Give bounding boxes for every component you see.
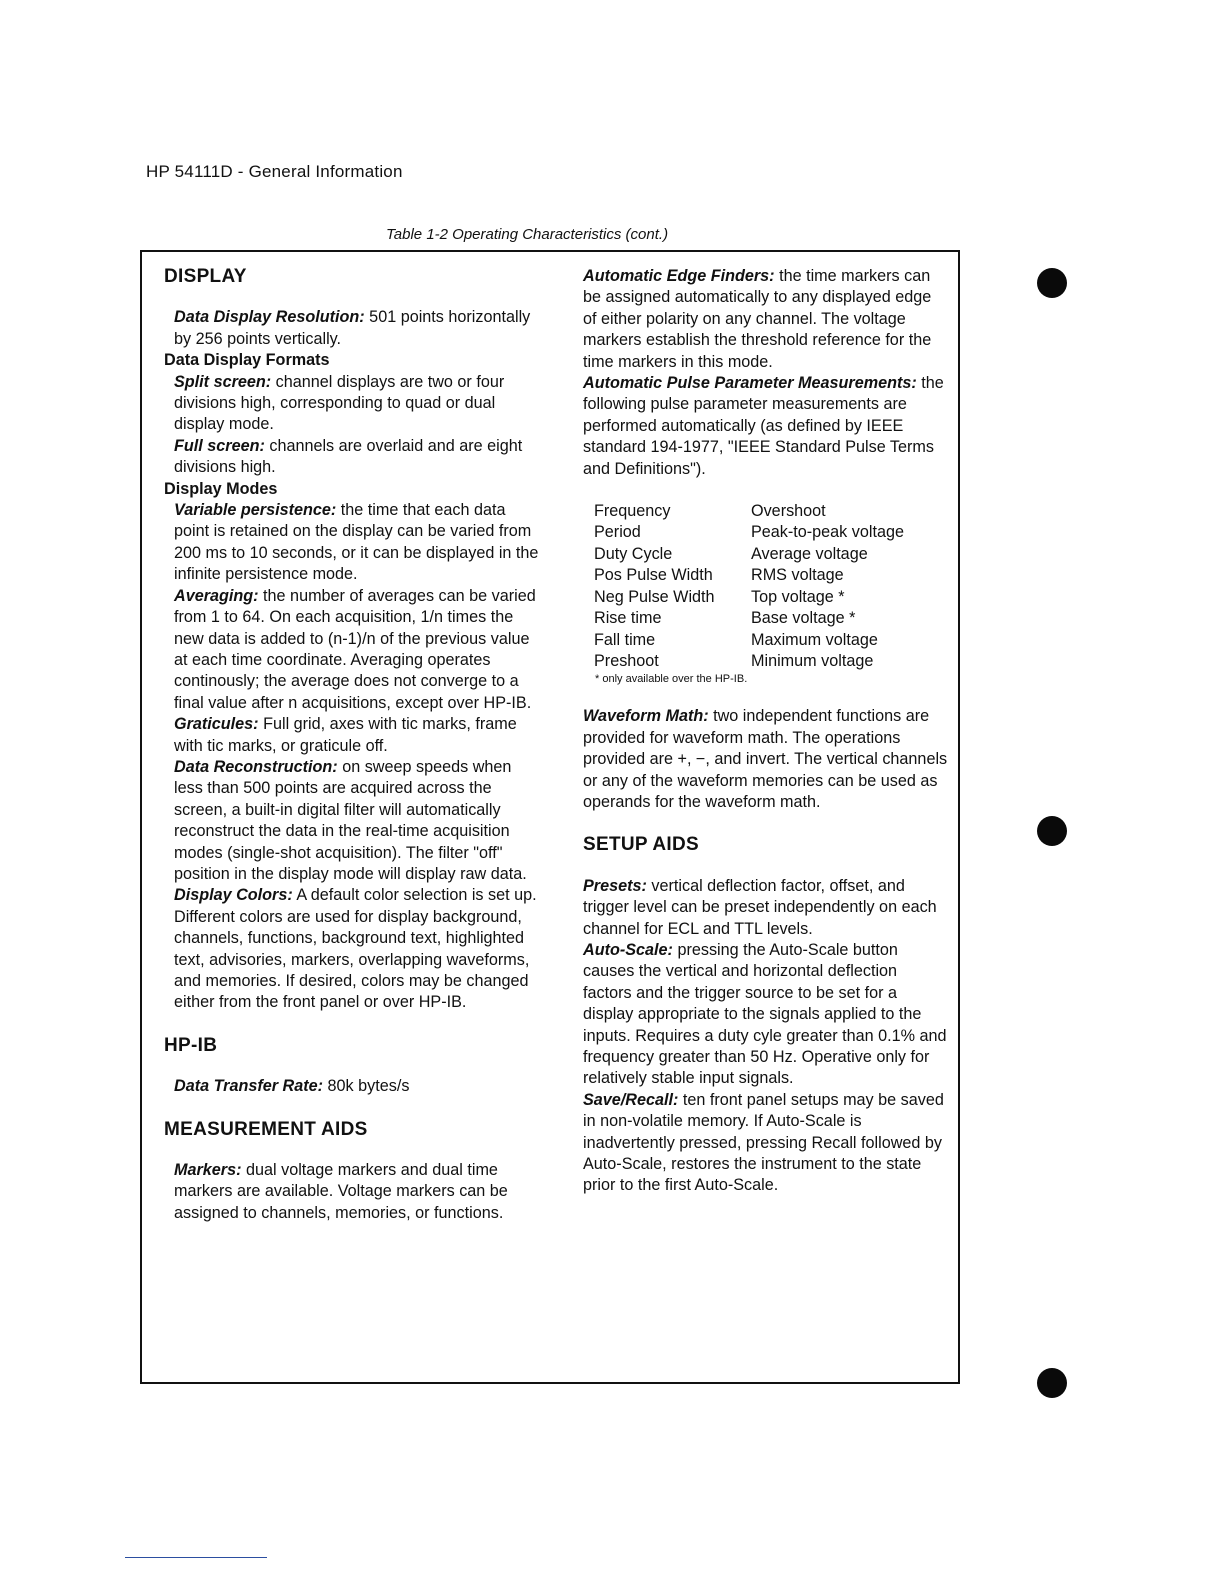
binder-hole-mark — [1037, 268, 1067, 298]
hpib-heading: HP-IB — [164, 1034, 218, 1056]
left-column — [164, 266, 544, 1224]
measurement-item: Period — [594, 523, 641, 542]
term-label: Averaging: — [174, 586, 259, 605]
measurement-item: Frequency — [594, 502, 671, 521]
display-colors: Display Colors: A default color selection is set up. Different colors are used for display background, channels, functions, background text, highlighted text, advisories, markers, overlapping waveforms, and memories. If desired, colors may be changed either from the front panel or over HP-IB. — [174, 886, 537, 1012]
markers: Markers: dual voltage markers and dual time markers are available. Voltage markers can be assigned to channels, memories, or functions. — [174, 1161, 508, 1222]
modes-subheading: Display Modes — [164, 479, 278, 498]
term-label: Save/Recall: — [583, 1090, 679, 1109]
term-label: Waveform Math: — [583, 707, 709, 726]
variable-persistence: Variable persistence: the time that each data point is retained on the display can be varied from 200 ms to 10 seconds, or it can be displayed in the infinite persistence mode. — [174, 501, 539, 584]
term-label: Auto-Scale: — [583, 940, 673, 959]
graticules: Graticules: Full grid, axes with tic marks, frame with tic marks, or graticule off. — [174, 715, 517, 755]
full-screen: Full screen: channels are overlaid and are eight divisions high. — [174, 436, 523, 477]
measurement-item: Peak-to-peak voltage — [751, 523, 904, 542]
bottom-rule — [125, 1557, 267, 1558]
table-caption: Table 1-2 Operating Characteristics (cont.) — [386, 226, 669, 243]
term-label: Variable persistence: — [174, 501, 337, 520]
measurement-item: Duty Cycle — [594, 544, 673, 563]
measurement-item: Neg Pulse Width — [594, 587, 715, 606]
binder-hole-mark — [1037, 816, 1067, 846]
right-column — [583, 266, 948, 1197]
term-label: Presets: — [583, 876, 647, 895]
measurement-item: Average voltage — [751, 544, 868, 563]
measurement-item: Fall time — [594, 630, 656, 649]
automatic-pulse-parameters: Automatic Pulse Parameter Measurements: the following pulse parameter measurements are performed automatically (as defined by IEEE standard 194-1977, "IEEE Standard Pulse Terms and Definitions"). — [583, 374, 944, 478]
term-label: Split screen: — [174, 372, 272, 391]
automatic-edge-finders: Automatic Edge Finders: the time markers can be assigned automatically to any displayed edge of either polarity on any channel. The voltage markers establish the threshold reference for the time markers in this mode. — [583, 267, 932, 371]
setup-aids-heading: SETUP AIDS — [583, 834, 699, 856]
auto-scale: Auto-Scale: pressing the Auto-Scale button causes the vertical and horizontal deflection factors and the trigger source to be set for a display appropriate to the signals applied to the inputs. Requires a duty cyle greater than 0.1% and frequency greater than 50 Hz. Operative only for relatively stable input signals. — [583, 940, 947, 1088]
measurement-item: RMS voltage — [751, 566, 844, 585]
term-label: Data Display Resolution: — [174, 308, 365, 327]
display-resolution: Data Display Resolution: 501 points horizontally by 256 points vertically. — [174, 308, 531, 348]
term-label: Automatic Edge Finders: — [583, 267, 775, 285]
formats-subheading: Data Display Formats — [164, 351, 330, 370]
measurement-item: Rise time — [594, 609, 662, 628]
measurement-aids-heading: MEASUREMENT AIDS — [164, 1118, 368, 1140]
split-screen: Split screen: channel displays are two or four divisions high, corresponding to quad or dual display mode. — [174, 372, 505, 434]
measurement-item: Preshoot — [594, 651, 659, 670]
measurement-item: Minimum voltage — [751, 651, 874, 670]
measurement-item: Maximum voltage — [751, 630, 878, 649]
data-reconstruction: Data Reconstruction: on sweep speeds when less than 500 points are acquired across the screen, a built-in digital filter will automatically reconstruct the data in the real-time acquisition modes (single-shot acquisition). The filter "off" position in the display mode will display raw data. — [174, 757, 527, 883]
waveform-math: Waveform Math: two independent functions are provided for waveform math. The operations provided are +, −, and invert. The vertical channels or any of the waveform memories can be used as operands for the waveform math. — [583, 707, 948, 811]
measurement-item: Pos Pulse Width — [594, 566, 713, 585]
term-label: Data Reconstruction: — [174, 757, 338, 776]
save-recall: Save/Recall: ten front panel setups may be saved in non-volatile memory. If Auto-Scale is inadvertently pressed, pressing Recall followed by Auto-Scale, restores the instrument to the state prior to the first Auto-Scale. — [583, 1090, 944, 1195]
presets: Presets: vertical deflection factor, offset, and trigger level can be preset independently on each channel for ECL and TTL levels. — [583, 876, 937, 938]
measurement-item: Base voltage * — [751, 609, 856, 628]
binder-hole-mark — [1037, 1368, 1067, 1398]
hpib-footnote: * only available over the HP-IB. — [595, 673, 748, 686]
term-label: Data Transfer Rate: — [174, 1077, 324, 1096]
term-label: Automatic Pulse Parameter Measurements: — [583, 374, 917, 393]
pulse-measurement-list — [583, 501, 948, 672]
measurement-item: Top voltage * — [751, 587, 845, 606]
display-heading: DISPLAY — [164, 266, 247, 287]
data-transfer-rate: Data Transfer Rate: 80k bytes/s — [174, 1077, 410, 1096]
term-label: Markers: — [174, 1161, 242, 1180]
term-label: Graticules: — [174, 715, 259, 734]
averaging: Averaging: the number of averages can be varied from 1 to 64. On each acquisition, 1/n times the new data is added to (n-1)/n of the previous value at each time coordinate. Averaging operates continously; the average does not converge to a final value after n acquisitions, except over HP-IB. — [174, 586, 536, 712]
term-label: Display Colors: — [174, 886, 293, 905]
measurement-item: Overshoot — [751, 502, 826, 521]
term-label: Full screen: — [174, 436, 265, 455]
running-head: HP 54111D - General Information — [146, 162, 403, 181]
